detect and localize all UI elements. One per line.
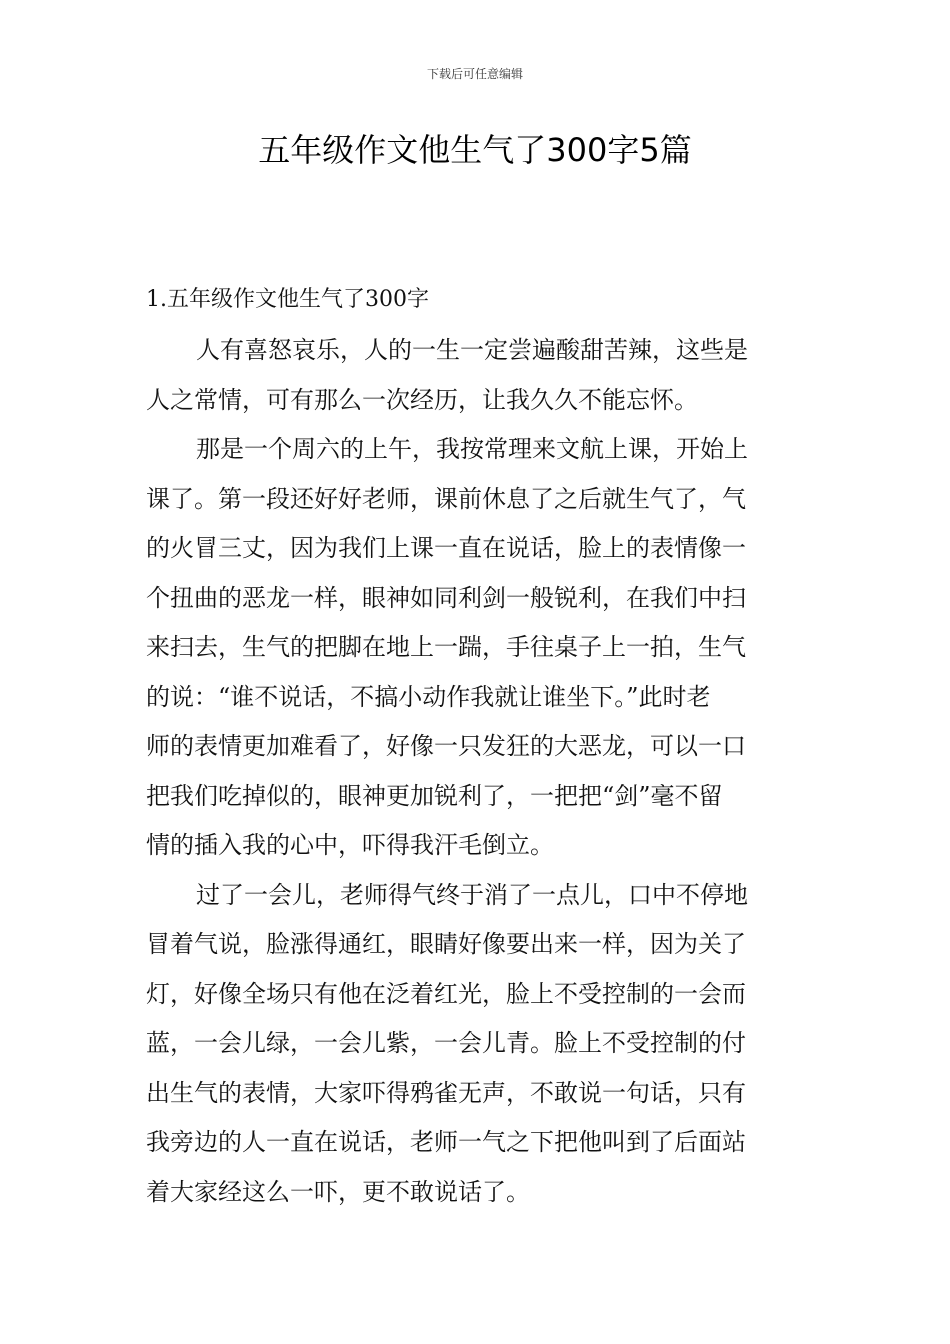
text-line: 师的表情更加难看了，好像一只发狂的大恶龙，可以一口 [146, 732, 746, 760]
section-heading: 1.五年级作文他生气了300字 [146, 287, 429, 312]
text-line: 的说：“谁不说话，不搞小动作我就让谁坐下。”此时老 [146, 682, 711, 711]
article-body [146, 326, 806, 1217]
text-line: 情的插入我的心中，吓得我汗毛倒立。 [146, 831, 554, 859]
text-line: 把我们吃掉似的，眼神更加锐利了，一把把“剑”毫不留 [146, 781, 723, 810]
text-line: 人之常情，可有那么一次经历，让我久久不能忘怀。 [146, 385, 698, 414]
paragraph-2 [146, 425, 806, 871]
paragraph-3 [146, 871, 806, 1218]
text-line: 着大家经这么一吓，更不敢说话了。 [146, 1177, 530, 1206]
text-line: 冒着气说，脸涨得通红，眼睛好像要出来一样，因为关了 [146, 930, 746, 958]
text-line: 个扭曲的恶龙一样，眼神如同利剑一般锐利，在我们中扫 [146, 583, 746, 612]
text-line: 我旁边的人一直在说话，老师一气之下把他叫到了后面站 [146, 1128, 746, 1156]
page-title: 五年级作文他生气了300字5篇 [258, 131, 692, 169]
paragraph-1 [146, 326, 806, 425]
text-line: 人有喜怒哀乐，人的一生一定尝遍酸甜苦辣，这些是 [196, 336, 748, 364]
text-line: 来扫去，生气的把脚在地上一踹，手往桌子上一拍，生气 [146, 633, 746, 661]
text-line: 灯，好像全场只有他在泛着红光，脸上不受控制的一会而 [146, 979, 746, 1008]
text-line: 的火冒三丈，因为我们上课一直在说话，脸上的表情像一 [146, 534, 746, 562]
text-line: 出生气的表情，大家吓得鸦雀无声，不敢说一句话，只有 [146, 1078, 746, 1107]
header-watermark: 下载后可任意编辑 [426, 67, 523, 81]
text-line: 过了一会儿，老师得气终于消了一点儿，口中不停地 [196, 880, 748, 909]
text-line: 蓝，一会儿绿，一会儿紫，一会儿青。脸上不受控制的付 [146, 1029, 746, 1057]
text-line: 那是一个周六的上午，我按常理来文航上课，开始上 [196, 435, 748, 463]
text-line: 课了。第一段还好好老师，课前休息了之后就生气了，气 [146, 484, 746, 513]
